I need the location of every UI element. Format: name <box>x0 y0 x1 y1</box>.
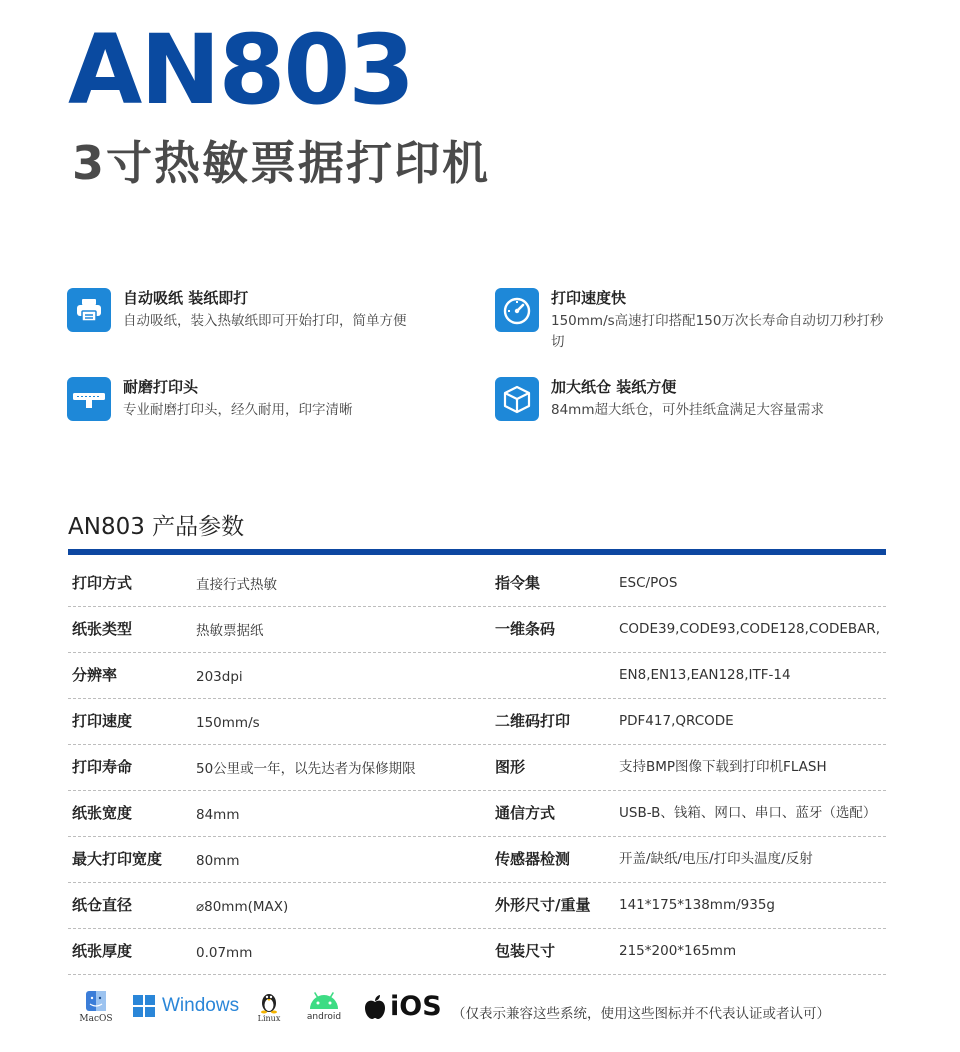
feature-large-bin <box>495 377 895 421</box>
printer-icon <box>67 288 111 332</box>
spec-value: EN8,EN13,EAN128,ITF-14 <box>619 667 791 683</box>
table-row <box>68 699 886 745</box>
spec-label: 最大打印宽度 <box>72 850 163 868</box>
spec-label: 分辨率 <box>72 666 118 684</box>
android-robot-icon <box>307 990 341 1010</box>
feature-title: 加大纸仓 装纸方便 <box>551 378 677 396</box>
os-compatibility-note: （仅表示兼容这些系统，使用这些图标并不代表认证或者认可） <box>452 1006 830 1022</box>
spec-value: 支持BMP图像下载到打印机FLASH <box>619 759 827 775</box>
spec-value: ⌀80mm(MAX) <box>196 899 289 915</box>
spec-label: 纸仓直径 <box>72 896 133 914</box>
feature-desc: 专业耐磨打印头，经久耐用，印字清晰 <box>123 402 353 418</box>
table-row <box>68 653 886 699</box>
spec-label: 图形 <box>495 758 526 776</box>
linux-label: Linux <box>257 1014 281 1023</box>
spec-value: CODE39,CODE93,CODE128,CODEBAR, <box>619 621 881 637</box>
spec-value: 80mm <box>196 853 240 869</box>
spec-label: 指令集 <box>495 574 541 592</box>
macos-logo <box>76 990 116 1024</box>
table-row <box>68 837 886 883</box>
tux-icon <box>259 990 279 1014</box>
spec-value: 50公里或一年，以先达者为保修期限 <box>196 761 416 777</box>
spec-label: 通信方式 <box>495 804 556 822</box>
spec-value: 203dpi <box>196 669 243 685</box>
print-head-icon <box>67 377 111 421</box>
os-compatibility-row <box>76 988 896 1032</box>
windows-label: Windows <box>162 995 240 1016</box>
ios-logo <box>364 992 442 1022</box>
spec-value: 141*175*138mm/935g <box>619 897 775 913</box>
spec-label: 外形尺寸/重量 <box>495 896 591 914</box>
table-row <box>68 883 886 929</box>
feature-fast-print <box>495 288 895 353</box>
spec-label: 包装尺寸 <box>495 942 556 960</box>
spec-label: 一维条码 <box>495 620 556 638</box>
feature-title: 耐磨打印头 <box>123 378 199 396</box>
windows-logo <box>132 994 239 1018</box>
specs-divider-bar <box>68 549 886 555</box>
spec-value: 0.07mm <box>196 945 253 961</box>
spec-value: 84mm <box>196 807 240 823</box>
spec-value: 150mm/s <box>196 715 260 731</box>
spec-label: 二维码打印 <box>495 712 571 730</box>
table-row <box>68 561 886 607</box>
table-row <box>68 607 886 653</box>
product-model-title: AN803 <box>68 14 414 126</box>
feature-auto-feed <box>67 288 467 332</box>
spec-value: PDF417,QRCODE <box>619 713 734 729</box>
android-label: android <box>306 1012 342 1022</box>
spec-label: 打印方式 <box>72 574 133 592</box>
spec-value: 开盖/缺纸/电压/打印头温度/反射 <box>619 851 813 867</box>
product-subtitle: 3寸热敏票据打印机 <box>72 136 491 190</box>
paper-box-icon <box>495 377 539 421</box>
spec-label: 打印速度 <box>72 712 133 730</box>
apple-icon <box>364 994 386 1020</box>
spec-value: USB-B、钱箱、网口、串口、蓝牙（选配） <box>619 805 877 821</box>
spec-label: 纸张类型 <box>72 620 133 638</box>
spec-value: ESC/POS <box>619 575 678 591</box>
feature-title: 打印速度快 <box>551 289 627 307</box>
specs-table <box>68 561 886 975</box>
ios-label: iOS <box>390 991 442 1022</box>
macos-label: MacOS <box>79 1014 113 1024</box>
feature-durable-head <box>67 377 467 421</box>
windows-icon <box>132 994 156 1018</box>
feature-desc: 150mm/s高速打印搭配150万次长寿命自动切刀秒打秒切 <box>551 313 884 350</box>
feature-desc: 84mm超大纸仓，可外挂纸盒满足大容量需求 <box>551 402 824 418</box>
spec-value: 215*200*165mm <box>619 943 737 959</box>
spec-label: 打印寿命 <box>72 758 133 776</box>
linux-logo <box>256 990 282 1023</box>
table-row <box>68 791 886 837</box>
spec-value: 直接行式热敏 <box>196 577 277 593</box>
android-logo <box>304 990 344 1022</box>
spec-label: 传感器检测 <box>495 850 571 868</box>
macos-finder-icon <box>85 990 107 1012</box>
specs-heading: AN803 产品参数 <box>68 514 245 540</box>
feature-title: 自动吸纸 装纸即打 <box>123 289 249 307</box>
spec-label: 纸张厚度 <box>72 942 133 960</box>
spec-label: 纸张宽度 <box>72 804 133 822</box>
table-row <box>68 745 886 791</box>
speedometer-icon <box>495 288 539 332</box>
spec-value: 热敏票据纸 <box>196 623 264 639</box>
feature-desc: 自动吸纸，装入热敏纸即可开始打印，简单方便 <box>123 313 407 329</box>
table-row <box>68 929 886 975</box>
